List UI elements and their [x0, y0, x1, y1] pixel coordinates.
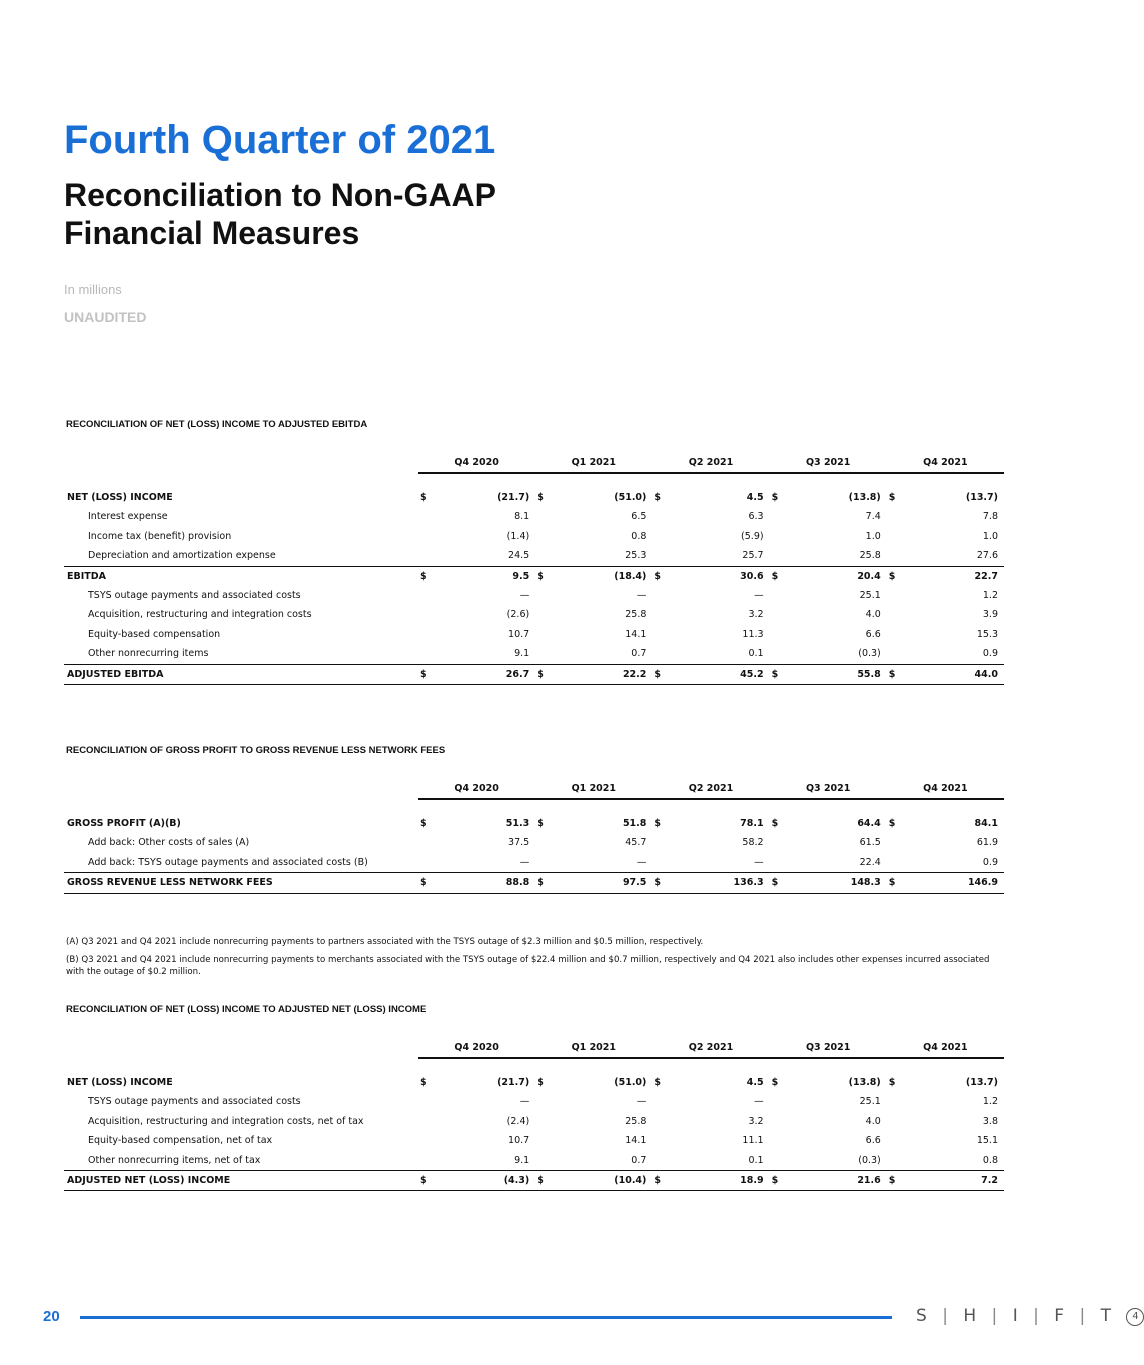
- currency-symbol: $: [654, 818, 662, 829]
- row-label: Equity-based compensation, net of tax: [88, 1135, 273, 1147]
- currency-symbol: [418, 1112, 432, 1131]
- column-header: Q2 2021: [652, 454, 769, 473]
- value-cell: —: [754, 856, 764, 868]
- value-cell: 30.6: [666, 566, 769, 586]
- value-cell: 25.8: [625, 1115, 647, 1127]
- currency-symbol: [770, 586, 784, 605]
- currency-symbol: $: [887, 664, 901, 684]
- section-title-gross-revenue: RECONCILIATION OF GROSS PROFIT TO GROSS REVENUE LESS NETWORK FEES: [66, 745, 446, 756]
- currency-symbol: [418, 644, 432, 664]
- table-row: [64, 1131, 1004, 1150]
- currency-symbol: $: [420, 492, 427, 503]
- column-header: Q3 2021: [770, 454, 887, 473]
- value-cell: (13.8): [848, 492, 881, 503]
- value-cell: 51.3: [505, 818, 530, 829]
- logo-letter: I: [1012, 1306, 1023, 1326]
- table-row: [64, 605, 1004, 624]
- currency-symbol: [887, 853, 901, 873]
- footnote-a: (A) Q3 2021 and Q4 2021 include nonrecurring payments to partners associated with the TSYS outage of $2.3 million and $0.5 million, respectively.: [66, 937, 704, 947]
- table-row: [64, 1092, 1004, 1111]
- value-cell: 6.6: [865, 1135, 881, 1147]
- logo-letter: H: [963, 1306, 982, 1326]
- logo-letter: T: [1100, 1306, 1116, 1326]
- value-cell: 15.1: [976, 1135, 998, 1147]
- currency-symbol: [770, 1112, 784, 1131]
- row-label: Interest expense: [88, 511, 168, 523]
- column-header: Q1 2021: [535, 454, 652, 473]
- value-cell: 26.7: [432, 664, 535, 684]
- currency-symbol: [887, 605, 901, 624]
- value-cell: 44.0: [901, 664, 1004, 684]
- value-cell: (10.4): [549, 1171, 652, 1191]
- table-row: [64, 664, 1004, 684]
- currency-symbol: [418, 1092, 432, 1111]
- value-cell: 27.6: [976, 550, 998, 562]
- table-row: [64, 833, 1004, 852]
- section-title-adjusted-ebitda: RECONCILIATION OF NET (LOSS) INCOME TO ADJUSTED EBITDA: [66, 419, 368, 430]
- table-row: [64, 1073, 1004, 1092]
- currency-symbol: [770, 1092, 784, 1111]
- currency-symbol: $: [887, 873, 901, 893]
- row-label: NET (LOSS) INCOME: [67, 492, 173, 503]
- currency-symbol: [770, 527, 784, 546]
- value-cell: —: [754, 590, 764, 602]
- value-cell: (2.4): [506, 1115, 530, 1127]
- currency-symbol: $: [888, 818, 896, 829]
- value-cell: 9.5: [432, 566, 535, 586]
- value-cell: 3.8: [982, 1115, 998, 1127]
- table-adjusted-net-income: [64, 1039, 1004, 1191]
- table-body: [64, 814, 1004, 893]
- currency-symbol: $: [535, 1171, 549, 1191]
- currency-symbol: $: [537, 492, 544, 503]
- currency-symbol: $: [887, 566, 901, 586]
- table-row: [64, 644, 1004, 664]
- currency-symbol: [535, 1092, 549, 1111]
- value-cell: (21.7): [497, 1077, 530, 1088]
- table-row: [64, 1112, 1004, 1131]
- row-label: NET (LOSS) INCOME: [67, 1077, 173, 1088]
- value-cell: 7.4: [865, 511, 881, 523]
- value-cell: 51.8: [622, 818, 647, 829]
- currency-symbol: [418, 586, 432, 605]
- table-row: [64, 814, 1004, 833]
- table-row: [64, 546, 1004, 566]
- currency-symbol: $: [771, 818, 779, 829]
- column-header: Q4 2020: [418, 1039, 535, 1058]
- value-cell: 0.9: [982, 648, 998, 660]
- currency-symbol: [418, 605, 432, 624]
- currency-symbol: $: [771, 1077, 779, 1088]
- currency-symbol: $: [537, 1077, 544, 1088]
- currency-symbol: [418, 507, 432, 526]
- currency-symbol: [887, 1131, 901, 1150]
- currency-symbol: $: [771, 492, 779, 503]
- currency-symbol: $: [420, 1077, 427, 1088]
- value-cell: 55.8: [784, 664, 887, 684]
- currency-symbol: [887, 1151, 901, 1171]
- currency-symbol: [770, 507, 784, 526]
- currency-symbol: [535, 1131, 549, 1150]
- currency-symbol: $: [420, 818, 427, 829]
- row-label: Other nonrecurring items, net of tax: [88, 1154, 261, 1166]
- value-cell: (51.0): [614, 492, 647, 503]
- units-note: In millions: [64, 282, 122, 297]
- currency-symbol: $: [770, 873, 784, 893]
- currency-symbol: $: [652, 664, 666, 684]
- value-cell: 3.9: [982, 609, 998, 621]
- value-cell: 6.6: [865, 628, 881, 640]
- currency-symbol: $: [652, 873, 666, 893]
- table-adjusted-ebitda: [64, 454, 1004, 685]
- value-cell: 10.7: [508, 628, 530, 640]
- logo-letter: S: [916, 1306, 932, 1326]
- table-row: [64, 853, 1004, 873]
- currency-symbol: $: [888, 492, 896, 503]
- column-header: Q1 2021: [535, 1039, 652, 1058]
- table-row: [64, 1151, 1004, 1171]
- row-label: Income tax (benefit) provision: [88, 530, 232, 542]
- currency-symbol: $: [418, 873, 432, 893]
- currency-symbol: [652, 586, 666, 605]
- currency-symbol: $: [888, 1077, 896, 1088]
- value-cell: (2.6): [506, 609, 530, 621]
- row-label: Depreciation and amortization expense: [88, 550, 276, 562]
- currency-symbol: $: [887, 1171, 901, 1191]
- currency-symbol: [652, 853, 666, 873]
- value-cell: 0.1: [748, 1154, 764, 1166]
- value-cell: 24.5: [508, 550, 530, 562]
- column-header: Q4 2021: [887, 1039, 1004, 1058]
- value-cell: (13.8): [848, 1077, 881, 1088]
- value-cell: 0.8: [631, 530, 647, 542]
- value-cell: 4.5: [746, 1077, 764, 1088]
- logo-letter: F: [1054, 1306, 1070, 1326]
- page-number: 20: [43, 1308, 60, 1325]
- value-cell: 7.2: [901, 1171, 1004, 1191]
- currency-symbol: [652, 605, 666, 624]
- table-header-row: [64, 1039, 1004, 1058]
- subtitle-line-1: Reconciliation to Non-GAAP: [64, 177, 496, 213]
- currency-symbol: $: [770, 664, 784, 684]
- row-label: ADJUSTED NET (LOSS) INCOME: [64, 1171, 418, 1191]
- value-cell: (0.3): [858, 648, 881, 660]
- currency-symbol: [418, 833, 432, 852]
- currency-symbol: [652, 1092, 666, 1111]
- currency-symbol: [418, 546, 432, 566]
- currency-symbol: $: [652, 1171, 666, 1191]
- table-gross-revenue: [64, 780, 1004, 894]
- column-header: Q3 2021: [770, 780, 887, 799]
- value-cell: 25.3: [625, 550, 647, 562]
- logo-separator: |: [942, 1306, 953, 1326]
- currency-symbol: [418, 527, 432, 546]
- row-label: TSYS outage payments and associated costs: [88, 590, 301, 602]
- currency-symbol: [535, 644, 549, 664]
- currency-symbol: [887, 507, 901, 526]
- currency-symbol: [652, 625, 666, 644]
- currency-symbol: $: [654, 492, 662, 503]
- value-cell: 4.0: [865, 609, 881, 621]
- shift4-logo: [916, 1306, 1144, 1326]
- value-cell: 22.7: [901, 566, 1004, 586]
- currency-symbol: [770, 625, 784, 644]
- row-label: GROSS REVENUE LESS NETWORK FEES: [64, 873, 418, 893]
- value-cell: 3.2: [748, 609, 764, 621]
- currency-symbol: [770, 833, 784, 852]
- value-cell: 3.2: [748, 1115, 764, 1127]
- value-cell: —: [636, 590, 647, 602]
- subtitle-line-2: Financial Measures: [64, 215, 360, 251]
- row-label: Acquisition, restructuring and integration costs, net of tax: [88, 1115, 364, 1127]
- value-cell: 22.2: [549, 664, 652, 684]
- currency-symbol: $: [418, 566, 432, 586]
- value-cell: 18.9: [666, 1171, 769, 1191]
- row-label: Equity-based compensation: [88, 628, 221, 640]
- currency-symbol: $: [770, 566, 784, 586]
- value-cell: 148.3: [784, 873, 887, 893]
- currency-symbol: [770, 853, 784, 873]
- value-cell: 61.9: [976, 837, 998, 849]
- table-row: [64, 625, 1004, 644]
- table-row: [64, 527, 1004, 546]
- value-cell: 1.2: [982, 1096, 998, 1108]
- value-cell: 9.1: [514, 1154, 530, 1166]
- value-cell: 11.3: [742, 628, 764, 640]
- row-label: Add back: Other costs of sales (A): [88, 837, 250, 849]
- value-cell: 78.1: [740, 818, 764, 829]
- currency-symbol: [887, 625, 901, 644]
- value-cell: 4.5: [746, 492, 764, 503]
- value-cell: 14.1: [625, 628, 647, 640]
- value-cell: 45.7: [625, 837, 647, 849]
- currency-symbol: [887, 1112, 901, 1131]
- currency-symbol: [418, 625, 432, 644]
- column-header: Q4 2020: [418, 780, 535, 799]
- value-cell: 8.1: [514, 511, 530, 523]
- currency-symbol: [887, 527, 901, 546]
- currency-symbol: [652, 1151, 666, 1171]
- currency-symbol: [535, 586, 549, 605]
- table-row: [64, 566, 1004, 586]
- value-cell: 6.3: [748, 511, 764, 523]
- currency-symbol: [535, 833, 549, 852]
- currency-symbol: [887, 1092, 901, 1111]
- footnote-b: (B) Q3 2021 and Q4 2021 include nonrecurring payments to merchants associated with the TSYS outage of $22.4 million and $0.7 million, respectively and Q4 2021 also includes other expenses incurred associated with the outage of $0.2 million.: [66, 955, 990, 977]
- currency-symbol: $: [535, 873, 549, 893]
- value-cell: 14.1: [625, 1135, 647, 1147]
- currency-symbol: [535, 546, 549, 566]
- logo-separator: |: [991, 1306, 1003, 1326]
- value-cell: 88.8: [432, 873, 535, 893]
- column-header: Q3 2021: [770, 1039, 887, 1058]
- table-row: [64, 488, 1004, 507]
- currency-symbol: [770, 1151, 784, 1171]
- value-cell: —: [519, 856, 530, 868]
- value-cell: (21.7): [497, 492, 530, 503]
- value-cell: —: [636, 1096, 647, 1108]
- value-cell: 25.7: [742, 550, 764, 562]
- currency-symbol: $: [535, 566, 549, 586]
- currency-symbol: [652, 833, 666, 852]
- currency-symbol: [535, 1112, 549, 1131]
- value-cell: 0.1: [748, 648, 764, 660]
- currency-symbol: [652, 546, 666, 566]
- unaudited-label: UNAUDITED: [64, 309, 147, 325]
- value-cell: (13.7): [965, 1077, 998, 1088]
- page-subtitle: [64, 176, 584, 252]
- value-cell: 10.7: [508, 1135, 530, 1147]
- currency-symbol: [535, 605, 549, 624]
- currency-symbol: $: [770, 1171, 784, 1191]
- currency-symbol: $: [418, 664, 432, 684]
- value-cell: 84.1: [974, 818, 998, 829]
- value-cell: 0.7: [631, 648, 647, 660]
- value-cell: 0.7: [631, 1154, 647, 1166]
- currency-symbol: [418, 1151, 432, 1171]
- currency-symbol: [418, 853, 432, 873]
- logo-separator: |: [1079, 1306, 1091, 1326]
- value-cell: 4.0: [865, 1115, 881, 1127]
- currency-symbol: [535, 853, 549, 873]
- value-cell: (18.4): [549, 566, 652, 586]
- table-row: [64, 1171, 1004, 1191]
- logo-separator: |: [1033, 1306, 1044, 1326]
- currency-symbol: [535, 625, 549, 644]
- column-header: Q4 2020: [418, 454, 535, 473]
- value-cell: 1.0: [865, 530, 881, 542]
- row-label: Acquisition, restructuring and integration costs: [88, 609, 312, 621]
- section-title-adjusted-net-income: RECONCILIATION OF NET (LOSS) INCOME TO ADJUSTED NET (LOSS) INCOME: [66, 1004, 427, 1015]
- currency-symbol: [652, 1112, 666, 1131]
- value-cell: (51.0): [614, 1077, 647, 1088]
- currency-symbol: $: [652, 566, 666, 586]
- value-cell: 20.4: [784, 566, 887, 586]
- value-cell: 146.9: [901, 873, 1004, 893]
- currency-symbol: [418, 1131, 432, 1150]
- value-cell: 15.3: [976, 628, 998, 640]
- value-cell: 64.4: [857, 818, 881, 829]
- table-row: [64, 507, 1004, 526]
- value-cell: (0.3): [858, 1154, 881, 1166]
- page-title: Fourth Quarter of 2021: [64, 118, 496, 162]
- row-label: EBITDA: [64, 566, 418, 586]
- value-cell: 0.9: [982, 856, 998, 868]
- table-row: [64, 586, 1004, 605]
- value-cell: 11.1: [742, 1135, 764, 1147]
- value-cell: 25.1: [859, 590, 881, 602]
- row-label: ADJUSTED EBITDA: [64, 664, 418, 684]
- currency-symbol: [652, 644, 666, 664]
- currency-symbol: [887, 586, 901, 605]
- currency-symbol: [535, 1151, 549, 1171]
- currency-symbol: [887, 644, 901, 664]
- currency-symbol: [887, 833, 901, 852]
- currency-symbol: [535, 527, 549, 546]
- value-cell: 1.2: [982, 590, 998, 602]
- logo-number-circle: 4: [1126, 1308, 1144, 1326]
- currency-symbol: [770, 605, 784, 624]
- column-header: Q4 2021: [887, 780, 1004, 799]
- value-cell: 25.8: [625, 609, 647, 621]
- column-header: Q4 2021: [887, 454, 1004, 473]
- value-cell: 45.2: [666, 664, 769, 684]
- row-label: TSYS outage payments and associated costs: [88, 1096, 301, 1108]
- value-cell: —: [519, 1096, 530, 1108]
- value-cell: 22.4: [859, 856, 881, 868]
- value-cell: 9.1: [514, 648, 530, 660]
- value-cell: 0.8: [982, 1154, 998, 1166]
- row-label: Other nonrecurring items: [88, 648, 209, 660]
- value-cell: 97.5: [549, 873, 652, 893]
- value-cell: —: [519, 590, 530, 602]
- value-cell: 61.5: [859, 837, 881, 849]
- currency-symbol: [652, 1131, 666, 1150]
- column-header: Q2 2021: [652, 780, 769, 799]
- table-header-row: [64, 780, 1004, 799]
- row-label: Add back: TSYS outage payments and associated costs (B): [88, 856, 368, 868]
- value-cell: 6.5: [631, 511, 647, 523]
- currency-symbol: [887, 546, 901, 566]
- currency-symbol: $: [537, 818, 544, 829]
- value-cell: 21.6: [784, 1171, 887, 1191]
- value-cell: 25.8: [859, 550, 881, 562]
- currency-symbol: $: [654, 1077, 662, 1088]
- table-body: [64, 1073, 1004, 1191]
- value-cell: (1.4): [506, 530, 530, 542]
- column-header: Q1 2021: [535, 780, 652, 799]
- column-header: Q2 2021: [652, 1039, 769, 1058]
- table-row: [64, 873, 1004, 893]
- value-cell: 136.3: [666, 873, 769, 893]
- currency-symbol: $: [418, 1171, 432, 1191]
- value-cell: 1.0: [982, 530, 998, 542]
- currency-symbol: [652, 527, 666, 546]
- table-body: [64, 488, 1004, 685]
- value-cell: (13.7): [965, 492, 998, 503]
- footer-divider: [80, 1316, 892, 1319]
- value-cell: —: [754, 1096, 764, 1108]
- value-cell: 58.2: [742, 837, 764, 849]
- currency-symbol: [535, 507, 549, 526]
- value-cell: 37.5: [508, 837, 530, 849]
- value-cell: (4.3): [432, 1171, 535, 1191]
- row-label: GROSS PROFIT (A)(B): [67, 818, 181, 829]
- value-cell: —: [636, 856, 647, 868]
- currency-symbol: [770, 546, 784, 566]
- currency-symbol: $: [535, 664, 549, 684]
- value-cell: 7.8: [982, 511, 998, 523]
- value-cell: (5.9): [741, 530, 764, 542]
- currency-symbol: [770, 1131, 784, 1150]
- value-cell: 25.1: [859, 1096, 881, 1108]
- table-header-row: [64, 454, 1004, 473]
- currency-symbol: [652, 507, 666, 526]
- currency-symbol: [770, 644, 784, 664]
